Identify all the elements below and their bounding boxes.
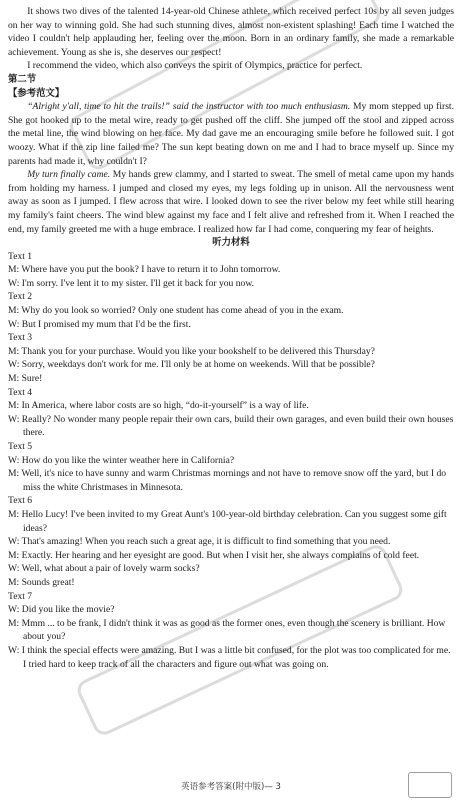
text-title: Text 6 — [8, 495, 33, 507]
text-title: Text 5 — [8, 441, 33, 452]
text-title: Text 1 — [8, 250, 33, 262]
dialogue-line: W: Really? No wonder many people repair their own cars, build their own garages, and even build their own houses there. — [8, 413, 454, 439]
dialogue-line: W: That's amazing! When you reach such a great age, it is difficult to find something that you need. — [8, 536, 391, 548]
dialogue-line: M: Mmm ... to be frank, I didn't think it was as good as the former ones, even though the scenery is brilliant. How about you? — [8, 617, 446, 643]
dialogue-line: M: In America, where labor costs are so high, “do-it-yourself” is a way of life. — [8, 400, 309, 412]
dialogue-line: M: Exactly. Her hearing and her eyesight are good. But when I visit her, she always complains of cold feet. — [8, 549, 420, 561]
text-title: Text 3 — [8, 332, 33, 344]
dialogue-line: W: I'm sorry. I've lent it to my sister. I'll get it back for you now. — [8, 277, 255, 289]
model-paragraph-1-lead: “Alright y'all, time to hit the trails!” said the instructor with too much enthusiasm. — [27, 101, 351, 113]
dialogue-line: W: But I promised my mum that I'd be the first. — [8, 318, 191, 330]
intro-paragraph-2: I recommend the video, which also conveys the spirit of Olympics, practice for perfect. — [27, 60, 363, 72]
model-essay-heading: 【参考范文】 — [8, 87, 65, 99]
dialogue-line: M: Hello Lucy! I've been invited to my Great Aunt's 100-year-old birthday celebration. Can you suggest some gift ideas? — [8, 508, 447, 534]
dialogue-line: W: Well, what about a pair of lovely warm socks? — [8, 563, 200, 575]
dialogue-line: M: Where have you put the book? I have to return it to John tomorrow. — [8, 264, 281, 276]
model-paragraph-1 — [8, 100, 454, 168]
dialogue-line: W: I think the special effects were amazing. But I was a little bit confused, for the plot was too complicated for me. I tried hard to keep track of all the characters and figure out what was going on. — [8, 644, 451, 670]
model-paragraph-2-lead: My turn finally came. — [27, 169, 111, 181]
dialogue-line: M: Sure! — [8, 373, 43, 385]
document-page — [8, 5, 454, 671]
dialogue-line: M: Sounds great! — [8, 576, 75, 588]
model-paragraph-1-body: My mom stepped up first. She got hooked up to the metal wire, ready to get pushed off the cliff. She jumped off the stool and zipped across the metal line, the wind blowing on her face. My dad gave me an encouraging smile before he followed suit. I got woozy. What if the zip line failed me? The sun kept beating down on me and I had to brace myself up. Since my parents had made it, why couldn't I? — [8, 101, 454, 167]
dialogue-line: W: Did you like the movie? — [8, 604, 115, 616]
page-footer: 英语参考答案(附中版)— 3 — [181, 782, 281, 792]
dialogue-line: M: Why do you look so worried? Only one student has come ahead of you in the exam. — [8, 305, 344, 317]
listening-heading: 听力材料 — [212, 237, 250, 249]
text-title: Text 7 — [8, 590, 33, 602]
intro-paragraph-1: It shows two dives of the talented 14-year-old Chinese athlete, which received perfect 10s by all seven judges on her way to winning gold. She had such stunning dives, almost non-existent splashing! Each time I watched the video I couldn't help applauding her, feeling over the moon. Born in an ordinary family, she made a remarkable achievement. Young as she is, she deserves our respect! — [8, 6, 454, 58]
model-paragraph-2 — [8, 168, 454, 236]
dialogue-line: M: Thank you for your purchase. Would you like your bookshelf to be delivered this Thursday? — [8, 345, 375, 357]
dialogue-line: M: Well, it's nice to have sunny and warm Christmas mornings and not have to remove snow off the yard, but I do miss the white Christmases in Minnesota. — [8, 468, 447, 493]
text-title: Text 2 — [8, 291, 33, 303]
dialogue-line: W: How do you like the winter weather here in California? — [8, 454, 235, 466]
section-heading: 第二节 — [8, 73, 37, 85]
text-title: Text 4 — [8, 386, 33, 398]
corner-stamp-icon — [408, 772, 452, 798]
model-paragraph-2-body: My hands grew clammy, and I started to sweat. The smell of metal came upon my hands from holding my harness. I jumped and closed my eyes, my legs folding up in unison. All the nervousness went away as soon as I jumped. I flew across that wire. I looked down to see the river below my feet while still hearing my family's faint cheers. The wind blew against my face and I felt alive and refreshed from it. When I reached the end, my family greeted me with a huge embrace. I realized how far I had come, conquering my fear of heights. — [8, 169, 455, 235]
dialogue-line: W: Sorry, weekdays don't work for me. I'll only be at home on weekends. Will that be possible? — [8, 359, 375, 371]
